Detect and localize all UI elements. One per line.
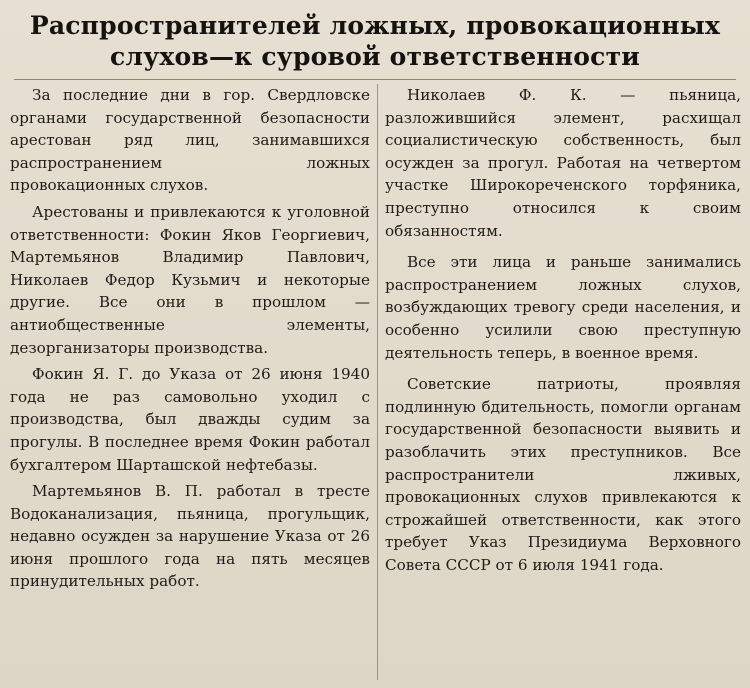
paragraph-nikolaev: Николаев Ф. К. — пьяница, разложившийся элемент, расхищал социалистическую собственность, был осужден за прогул. Работая на четвертом участке Широкореченского торфяника, преступно относился к своим обязанностям.	[385, 86, 741, 240]
headline-line-2: слухов—к суровой ответственности	[109, 42, 641, 71]
paragraph-fokin: Фокин Я. Г. до Указа от 26 июня 1940 года не раз самовольно уходил с производства, был дважды судим за прогулы. В последнее время Фокин работал бухгалтером Шарташской нефтебазы.	[10, 365, 370, 474]
paragraph-arrests-intro: За последние дни в гор. Свердловске органами государственной безопасности арестован ряд лиц, занимавшихся распространением ложных провокационных слухов.	[10, 86, 370, 195]
paragraph-rumors: Все эти лица и раньше занимались распространением ложных слухов, возбуждающих тревогу среди населения, и особенно усилили свою преступную деятельность теперь, в военное время.	[385, 253, 741, 362]
left-column	[10, 84, 370, 597]
paragraph-arrested-names: Арестованы и привлекаются к уголовной ответственности: Фокин Яков Георгиевич, Мартемьянов Владимир Павлович, Николаев Федор Кузьмич и некоторые другие. Все они в прошлом — антиобщественные элементы, дезорганизаторы производства.	[10, 202, 370, 357]
headline-rule	[14, 79, 736, 80]
headline	[0, 10, 750, 72]
headline-line-1: Распространителей ложных, провокационных	[29, 11, 721, 40]
paragraph-patriots: Советские патриоты, проявляя подлинную бдительность, помогли органам государственной безопасности выявить и разоблачить этих преступников. Все распространители лживых, провокационных слухов привлекаются к строжайшей ответственности, как этого требует Указ Президиума Верховного Совета СССР от 6 июля 1941 года.	[385, 375, 741, 574]
column-divider	[377, 84, 378, 680]
paragraph-martemyanov: Мартемьянов В. П. работал в тресте Водоканализация, пьяница, прогульщик, недавно осужден за нарушение Указа от 26 июня прошлого года на пять месяцев принудительных работ.	[10, 482, 370, 591]
right-column	[385, 84, 741, 580]
